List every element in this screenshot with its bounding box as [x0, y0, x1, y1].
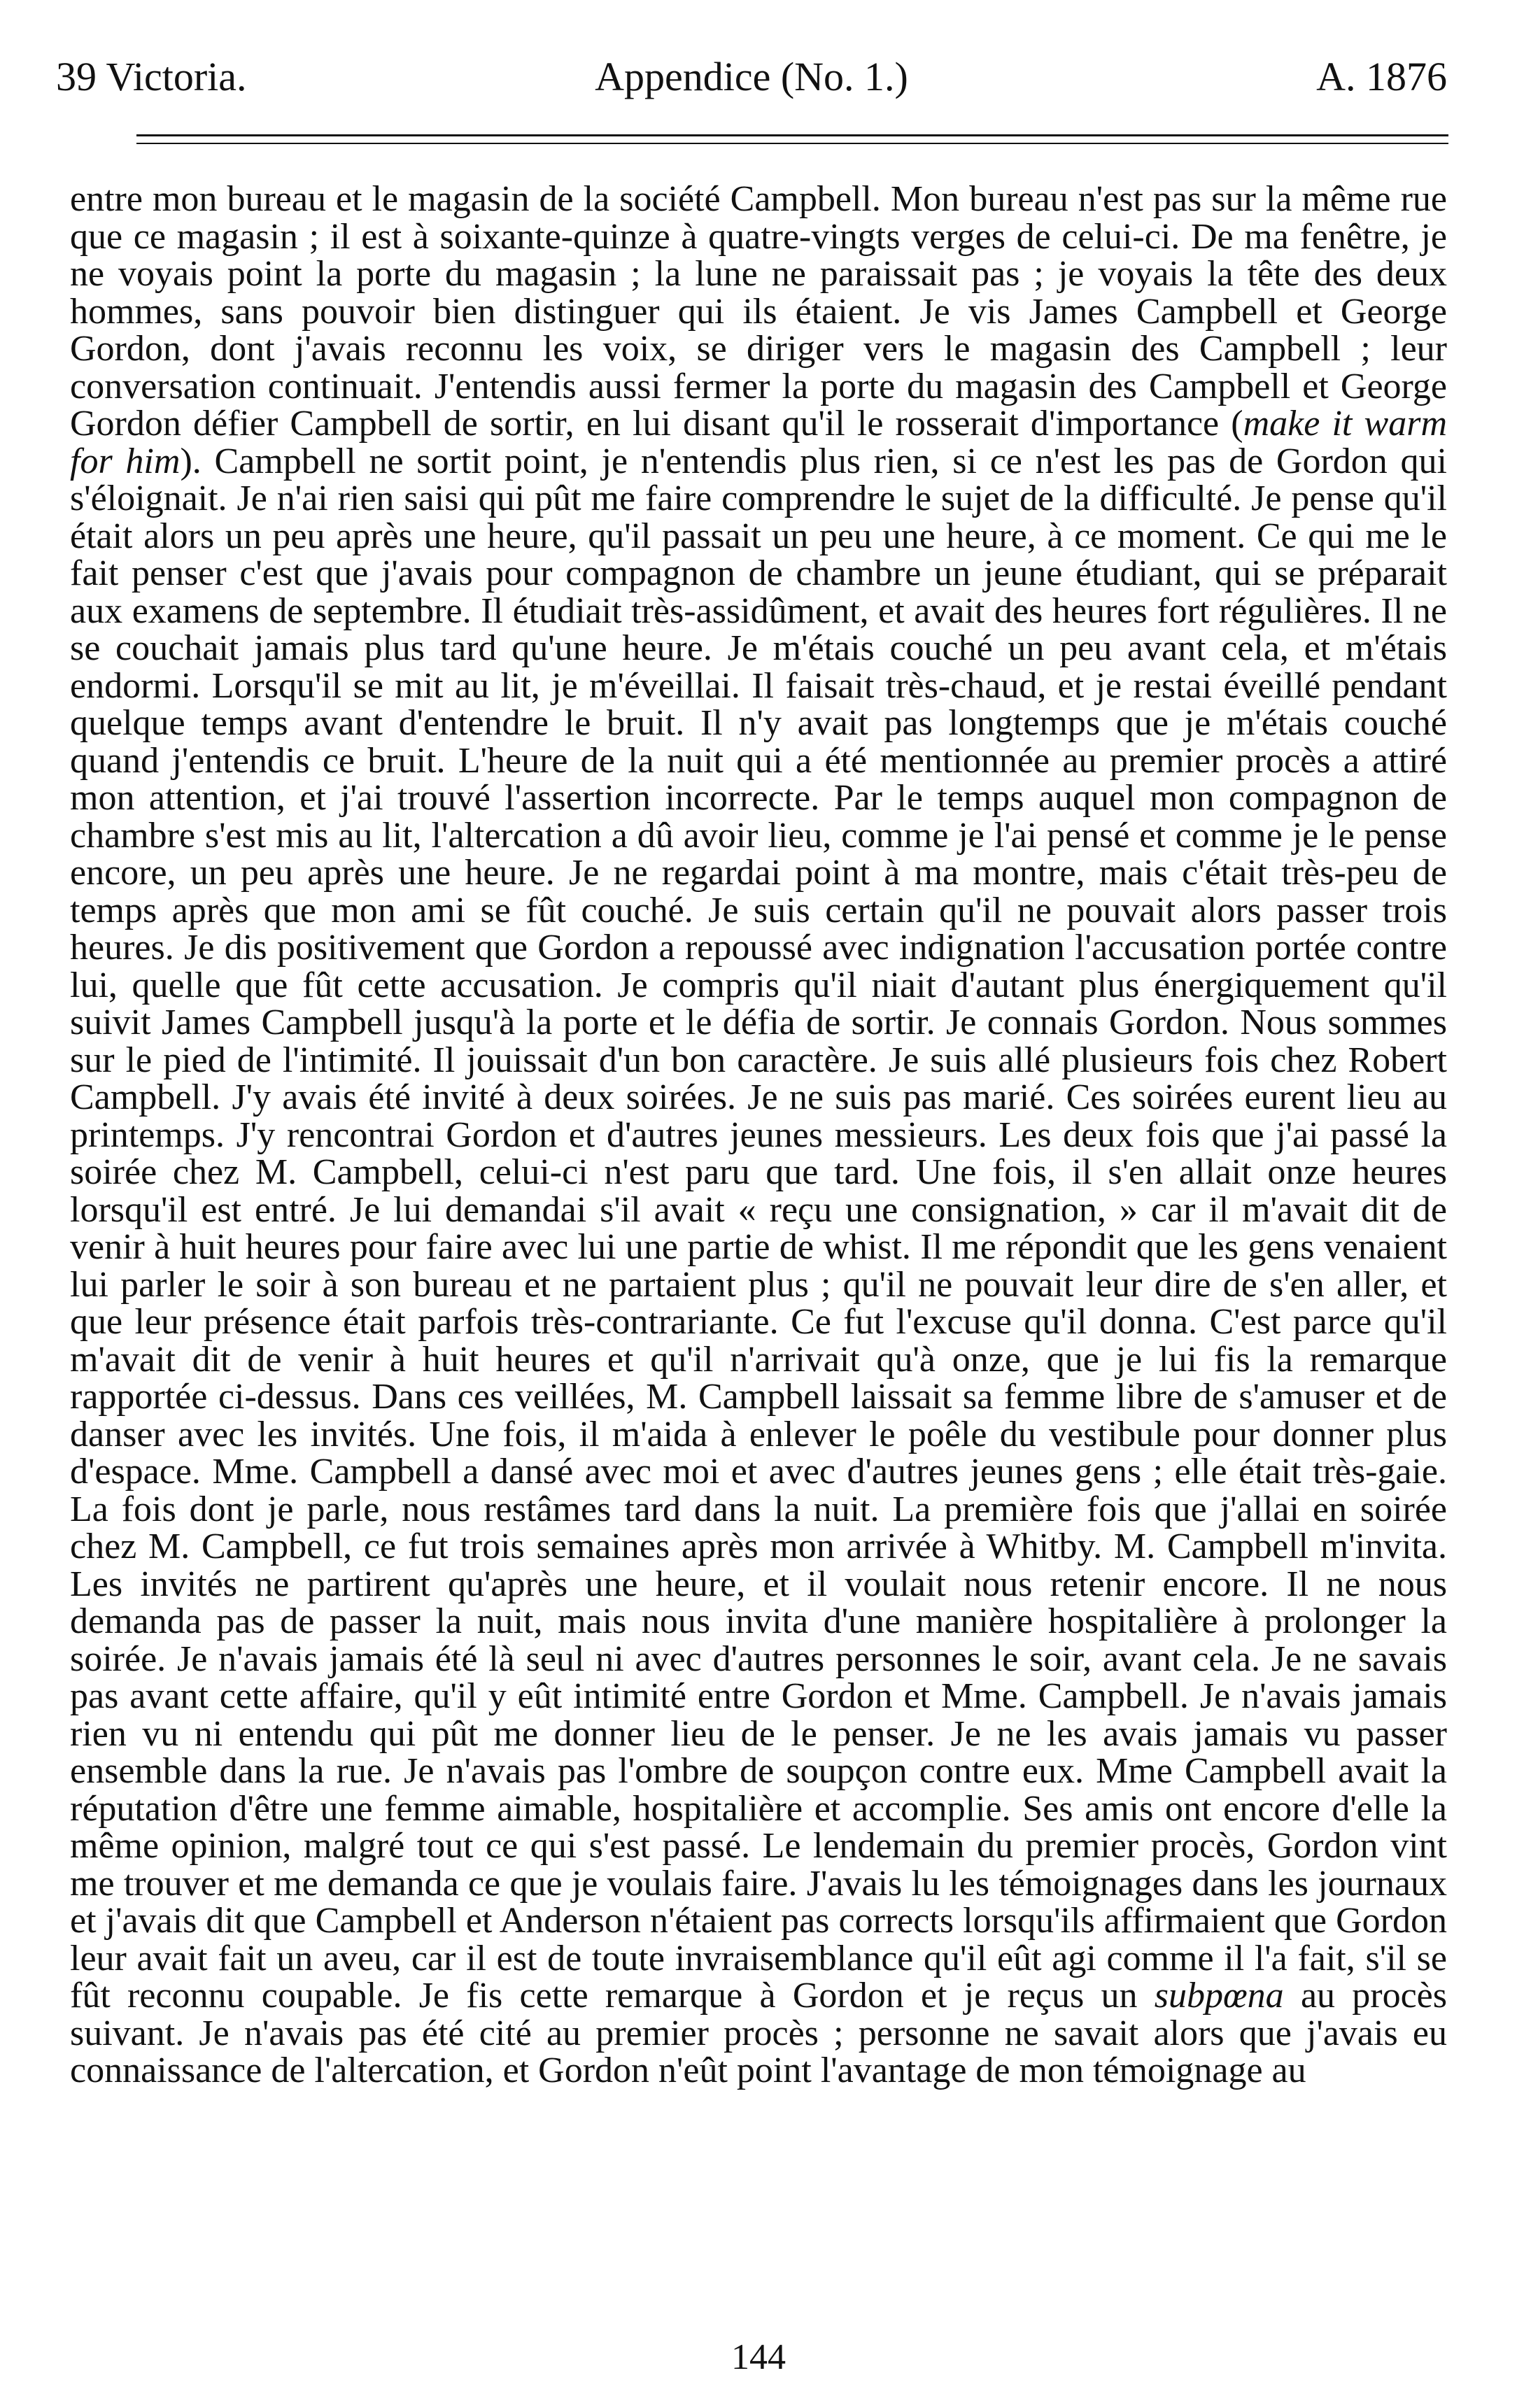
- testimony-text-part-1: entre mon bureau et le magasin de la société Campbell. Mon bureau n'est pas sur la même rue que ce magasin ; il est à soixante-quinze à quatre-vingts verges de celui-ci. De ma fenêtre, je ne voyais point la porte du magasin ; la lune ne paraissait pas ; je voyais la tête des deux hommes, sans pouvoir bien distinguer qui ils étaient. Je vis James Campbell et George Gordon, dont j'avais reconnu les voix, se diriger vers le magasin des Campbell ; leur conversation continuait. J'entendis aussi fermer la porte du magasin des Campbell et George Gordon défier Campbell de sortir, en lui disant qu'il le rosserait d'importance (: [70, 179, 1447, 444]
- header-year: A. 1876: [1316, 54, 1447, 99]
- testimony-italic-phrase: make it warm for him: [70, 404, 1447, 481]
- header-rule-top: [136, 134, 1448, 136]
- testimony-italic-subpoena: subpœna: [1154, 1976, 1284, 2016]
- page-number: 144: [731, 2337, 786, 2377]
- testimony-body: [70, 180, 1447, 2328]
- header-session: 39 Victoria.: [56, 54, 247, 99]
- running-header: [56, 42, 1447, 112]
- testimony-paragraph: [70, 180, 1447, 2090]
- testimony-text-part-2: ). Campbell ne sortit point, je n'entendis plus rien, si ce n'est les pas de Gordon qui s'éloignait. Je n'ai rien saisi qui pût me faire comprendre le sujet de la difficulté. Je pense qu'il était alors un peu après une heure, qu'il passait un peu une heure, à ce moment. Ce qui me le fait penser c'est que j'avais pour compagnon de chambre un jeune étudiant, qui se préparait aux examens de septembre. Il étudiait très-assidûment, et avait des heures fort régulières. Il ne se couchait jamais plus tard qu'une heure. Je m'étais couché un peu avant cela, et m'étais endormi. Lorsqu'il se mit au lit, je m'éveillai. Il faisait très-chaud, et je restai éveillé pendant quelque temps avant d'entendre le bruit. Il n'y avait pas longtemps que je m'étais couché quand j'entendis ce bruit. L'heure de la nuit qui a été mentionnée au premier procès a attiré mon attention, et j'ai trouvé l'assertion incorrecte. Par le temps auquel mon compagnon de chambre s'est mis au lit, l'altercation a dû avoir lieu, comme je l'ai pensé et comme je le pense encore, un peu après une heure. Je ne regardai point à ma montre, mais c'était très-peu de temps après que mon ami se fût couché. Je suis certain qu'il ne pouvait alors passer trois heures. Je dis positivement que Gordon a repoussé avec indignation l'accusation portée contre lui, quelle que fût cette accusation. Je compris qu'il niait d'autant plus énergiquement qu'il suivit James Campbell jusqu'à la porte et le défia de sortir. Je connais Gordon. Nous sommes sur le pied de l'intimité. Il jouissait d'un bon caractère. Je suis allé plusieurs fois chez Robert Campbell. J'y avais été invité à deux soirées. Je ne suis pas marié. Ces soirées eurent lieu au printemps. J'y rencontrai Gordon et d'autres jeunes messieurs. Les deux fois que j'ai passé la soirée chez M. Campbell, celui-ci n'est paru que tard. Une fois, il s'en allait onze heures lorsqu'il est entré. Je lui demandai s'il avait « reçu une consignation, » car il m'avait dit de venir à huit heures pour faire avec lui une partie de whist. Il me répondit que les gens venaient lui parler le soir à son bureau et ne partaient plus ; qu'il ne pouvait leur dire de s'en aller, et que leur présence était parfois très-contrariante. Ce fut l'excuse qu'il donna. C'est parce qu'il m'avait dit de venir à huit heures et qu'il n'arrivait qu'à onze, que je lui fis la remarque rapportée ci-dessus. Dans ces veillées, M. Campbell laissait sa femme libre de s'amuser et de danser avec les invités. Une fois, il m'aida à enlever le poêle du vestibule pour donner plus d'espace. Mme. Campbell a dansé avec moi et avec d'autres jeunes gens ; elle était très-gaie. La fois dont je parle, nous restâmes tard dans la nuit. La première fois que j'allai en soirée chez M. Campbell, ce fut trois semaines après mon arrivée à Whitby. M. Campbell m'invita. Les invités ne partirent qu'après une heure, et il voulait nous retenir encore. Il ne nous demanda pas de passer la nuit, mais nous invita d'une manière hospitalière à prolonger la soirée. Je n'avais jamais été là seul ni avec d'autres personnes le soir, avant cela. Je ne savais pas avant cette affaire, qu'il y eût intimité entre Gordon et Mme. Campbell. Je n'avais jamais rien vu ni entendu qui pût me donner lieu de le penser. Je ne les avais jamais vu passer ensemble dans la rue. Je n'avais pas l'ombre de soupçon contre eux. Mme Campbell avait la réputation d'être une femme aimable, hospitalière et accomplie. Ses amis ont encore d'elle la même opinion, malgré tout ce qui s'est passé. Le lendemain du premier procès, Gordon vint me trouver et me demanda ce que je voulais faire. J'avais lu les témoignages dans les journaux et j'avais dit que Campbell et Anderson n'étaient pas corrects lorsqu'ils affirmaient que Gordon leur avait fait un aveu, car il est de toute invraisemblance qu'il eût agi comme il l'a fait, s'il se fût reconnu coupable. Je fis cette remarque à Gordon et je reçus un: [70, 441, 1447, 2016]
- header-title: Appendice (No. 1.): [595, 54, 908, 99]
- testimony-text-part-3: au procès suivant. Je n'avais pas été cité au premier procès ; personne ne savait alors que j'avais eu connaissance de l'altercation, et Gordon n'eût point l'avantage de mon témoignage au: [70, 1976, 1447, 2090]
- header-rule-bottom: [136, 143, 1448, 144]
